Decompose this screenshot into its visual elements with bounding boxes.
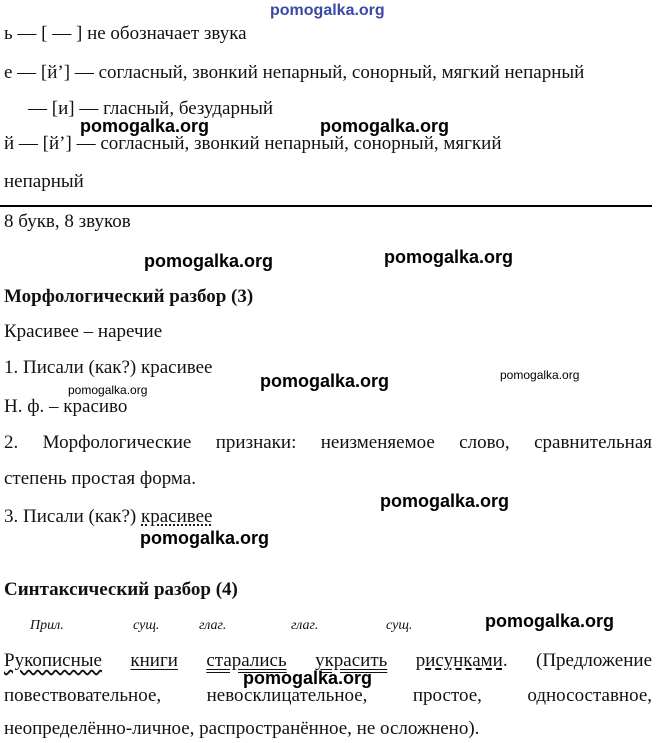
watermark: pomogalka.org	[144, 251, 274, 271]
phonetic-line-5: непарный	[4, 171, 84, 192]
pos-label: глаг.	[199, 618, 227, 633]
watermark: pomogalka.org	[270, 2, 385, 19]
watermark: pomogalka.org	[68, 383, 148, 397]
watermark: pomogalka.org	[380, 491, 510, 511]
watermark: pomogalka.org	[485, 611, 615, 631]
watermark: pomogalka.org	[500, 368, 580, 382]
pos-label: Прил.	[30, 618, 64, 633]
sentence-word: старались	[206, 650, 287, 671]
sentence-word: украсить	[315, 650, 388, 671]
divider	[0, 205, 652, 207]
morph-point-3-prefix: 3. Писали (как?)	[4, 506, 141, 527]
letter-sound-count: 8 букв, 8 звуков	[4, 211, 131, 232]
pos-label: сущ.	[386, 618, 413, 633]
pos-label: глаг.	[291, 618, 319, 633]
sentence-word: Рукописные	[4, 650, 102, 671]
synt-line-3: неопределённо-личное, распространённое, не осложнено).	[4, 718, 480, 739]
morph-point-1: 1. Писали (как?) красивее	[4, 357, 213, 378]
morph-word: Красивее – наречие	[4, 321, 163, 342]
phonetic-line-1: ь — [ — ] не обозначает звука	[4, 23, 247, 44]
morph-point-2-cont: степень простая форма.	[4, 468, 196, 489]
watermark: pomogalka.org	[260, 371, 390, 391]
sentence-word: книги	[130, 650, 178, 671]
watermark: pomogalka.org	[320, 116, 450, 136]
morph-point-3	[4, 506, 213, 528]
morph-point-3-word: красивее	[141, 506, 213, 527]
phonetic-line-3: — [и] — гласный, безударный	[28, 98, 274, 119]
sentence-word: рисунками	[415, 650, 503, 671]
pos-label: сущ.	[133, 618, 160, 633]
initial-form: Н. ф. – красиво	[4, 396, 128, 417]
synt-header: Синтаксический разбор (4)	[4, 579, 238, 600]
morph-header: Морфологический разбор (3)	[4, 286, 254, 307]
synt-line-2: повествовательное, невосклицательное, простое, односоставное,	[4, 685, 652, 706]
watermark: pomogalka.org	[243, 668, 373, 688]
watermark: pomogalka.org	[384, 247, 514, 267]
watermark: pomogalka.org	[80, 116, 210, 136]
phonetic-line-4: й — [й’] — согласный, звонкий непарный, сонорный, мягкий	[4, 133, 502, 154]
sentence-tail: . (Предложение	[502, 650, 652, 671]
watermark: pomogalka.org	[140, 528, 270, 548]
morph-point-2: 2. Морфологические признаки: неизменяемое слово, сравнительная	[4, 432, 652, 453]
phonetic-line-2: е — [й’] — согласный, звонкий непарный, сонорный, мягкий непарный	[4, 62, 585, 83]
